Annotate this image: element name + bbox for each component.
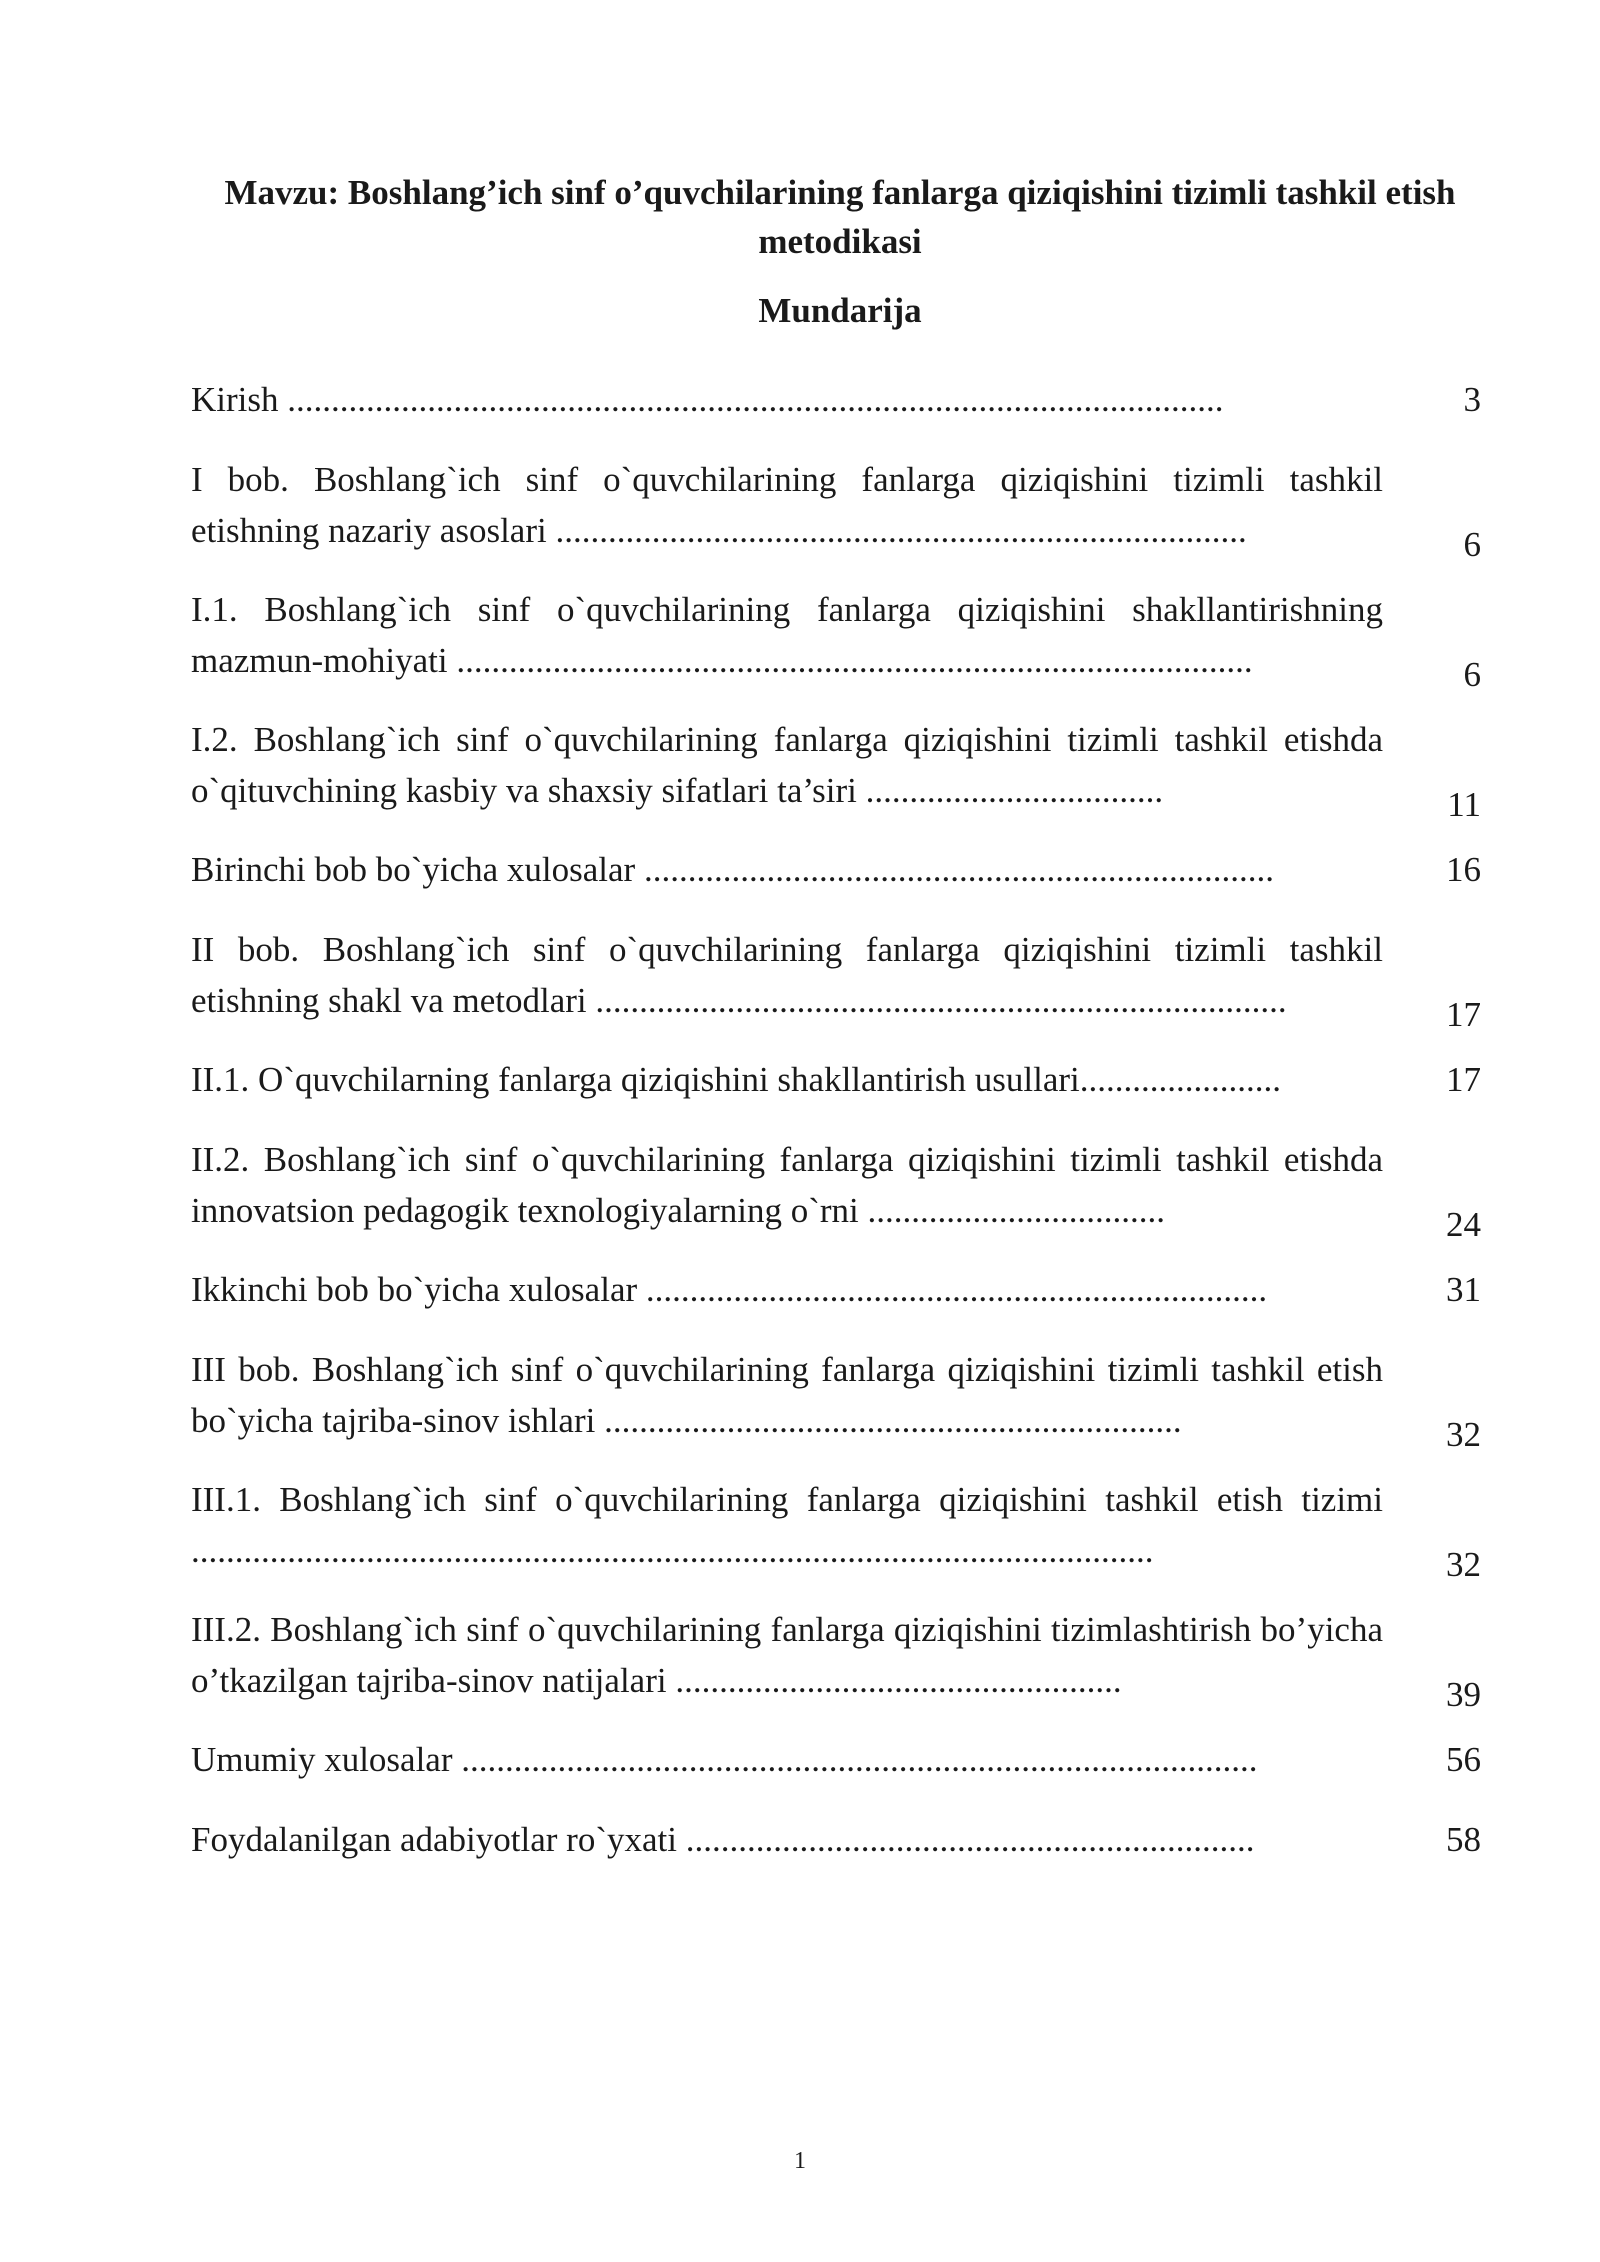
toc-entry-chapter-3 <box>191 1344 1481 1454</box>
toc-entry-text: III.1. Boshlang`ich sinf o`quvchilarining fanlarga qiziqishini tashkil etish tizimi .............................................................................................................. <box>191 1480 1383 1570</box>
toc-entry-text: Ikkinchi bob bo`yicha xulosalar ....................................................................... <box>191 1270 1268 1309</box>
toc-entry-page: 11 <box>1447 785 1481 824</box>
toc-entry-chapter-1-conclusions <box>191 844 1481 895</box>
toc-entry-page: 17 <box>1446 995 1481 1034</box>
toc-entry-page: 39 <box>1446 1675 1481 1714</box>
toc-entry-section-2-1 <box>191 1054 1481 1105</box>
toc-entry-text: Kirish ........................................................................................................... <box>191 380 1224 419</box>
toc-entry-page: 6 <box>1463 525 1481 564</box>
toc-entry-chapter-2 <box>191 924 1481 1034</box>
toc-entry-page: 3 <box>1463 380 1481 419</box>
toc-entry-text: Birinchi bob bo`yicha xulosalar ........................................................................ <box>191 850 1274 889</box>
page-number: 1 <box>794 2148 806 2174</box>
toc-entry-text: II.1. O`quvchilarning fanlarga qiziqishini shakllantirish usullari....................... <box>191 1060 1281 1099</box>
toc-entry-chapter-1 <box>191 454 1481 564</box>
toc-entry-page: 56 <box>1446 1740 1481 1779</box>
toc-entry-references <box>191 1814 1481 1865</box>
toc-entry-text: I.1. Boshlang`ich sinf o`quvchilarining fanlarga qiziqishini shakllantirishning mazmun-mohiyati ........................................................................................... <box>191 590 1383 680</box>
toc-entry-page: 58 <box>1446 1820 1481 1859</box>
toc-entry-page: 31 <box>1446 1270 1481 1309</box>
toc-entry-text: Umumiy xulosalar ........................................................................................... <box>191 1740 1258 1779</box>
toc-entry-general-conclusions <box>191 1734 1481 1785</box>
toc-entry-text: Foydalanilgan adabiyotlar ro`yxati ................................................................. <box>191 1820 1255 1859</box>
toc-entry-kirish <box>191 374 1481 425</box>
page-title: Mavzu: Boshlang’ich sinf o’quvchilarining fanlarga qiziqishini tizimli tashkil etish metodikasi <box>224 173 1456 261</box>
toc-entry-section-1-2 <box>191 714 1481 824</box>
toc-entry-text: III bob. Boshlang`ich sinf o`quvchilarining fanlarga qiziqishini tizimli tashkil etish bo`yicha tajriba-sinov ishlari .................................................................. <box>191 1350 1383 1440</box>
toc-entry-chapter-2-conclusions <box>191 1264 1481 1315</box>
toc-entry-page: 16 <box>1446 850 1481 889</box>
toc-heading: Mundarija <box>758 291 922 330</box>
toc-entry-text: I.2. Boshlang`ich sinf o`quvchilarining fanlarga qiziqishini tizimli tashkil etishda o`qituvchining kasbiy va shaxsiy sifatlari ta’siri .................................. <box>191 720 1383 810</box>
toc-entry-text: I bob. Boshlang`ich sinf o`quvchilarining fanlarga qiziqishini tizimli tashkil etishning nazariy asoslari ............................................................................... <box>191 460 1383 550</box>
toc-entry-text: II bob. Boshlang`ich sinf o`quvchilarining fanlarga qiziqishini tizimli tashkil etishning shakl va metodlari ............................................................................... <box>191 930 1383 1020</box>
toc-entry-section-2-2 <box>191 1134 1481 1244</box>
toc-entry-page: 32 <box>1446 1415 1481 1454</box>
toc-entry-page: 17 <box>1446 1060 1481 1099</box>
toc-entry-page: 32 <box>1446 1545 1481 1584</box>
toc-entry-text: III.2. Boshlang`ich sinf o`quvchilarining fanlarga qiziqishini tizimlashtirish bo’yicha o’tkazilgan tajriba-sinov natijalari ................................................... <box>191 1610 1383 1700</box>
toc-entry-page: 24 <box>1446 1205 1481 1244</box>
toc-entry-text: II.2. Boshlang`ich sinf o`quvchilarining fanlarga qiziqishini tizimli tashkil etishda innovatsion pedagogik texnologiyalarning o`rni .................................. <box>191 1140 1383 1230</box>
toc-entry-page: 6 <box>1463 655 1481 694</box>
toc-entry-section-3-1 <box>191 1474 1481 1584</box>
toc-entry-section-3-2 <box>191 1604 1481 1714</box>
toc-entry-section-1-1 <box>191 584 1481 694</box>
